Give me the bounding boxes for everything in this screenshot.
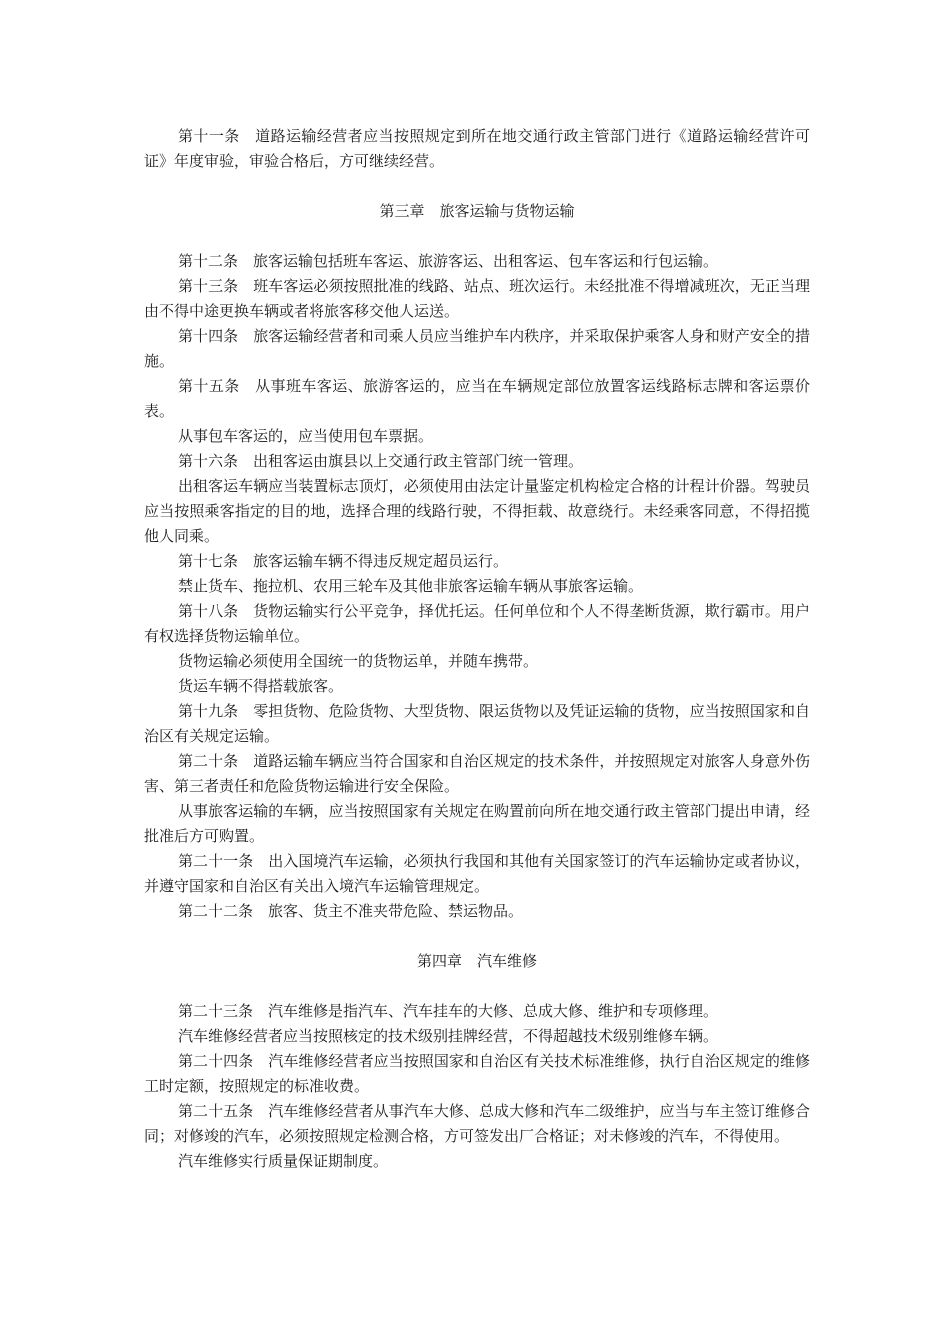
article-25: 第二十五条 汽车维修经营者从事汽车大修、总成大修和汽车二级维护，应当与车主签订维修合同；对修竣的汽车，必须按照规定检测合格，方可签发出厂合格证；对未修竣的汽车，不得使用。 bbox=[144, 1102, 810, 1145]
article-17: 第十七条 旅客运输车辆不得违反规定超员运行。 bbox=[178, 552, 509, 570]
article-18-clause-2: 货物运输必须使用全国统一的货物运单，并随车携带。 bbox=[178, 652, 539, 670]
article-13: 第十三条 班车客运必须按照批准的线路、站点、班次运行。未经批准不得增减班次，无正当理由不得中途更换车辆或者将旅客移交他人运送。 bbox=[144, 277, 810, 320]
article-16-clause-2: 出租客运车辆应当装置标志顶灯，必须使用由法定计量鉴定机构检定合格的计程计价器。驾驶员应当按照乘客指定的目的地，选择合理的线路行驶，不得拒载、故意绕行。未经乘客同意，不得招揽他人同乘。 bbox=[144, 477, 810, 545]
article-20: 第二十条 道路运输车辆应当符合国家和自治区规定的技术条件，并按照规定对旅客人身意外伤害、第三者责任和危险货物运输进行安全保险。 bbox=[144, 752, 810, 795]
article-15-clause-2: 从事包车客运的，应当使用包车票据。 bbox=[178, 427, 434, 445]
article-15: 第十五条 从事班车客运、旅游客运的，应当在车辆规定部位放置客运线路标志牌和客运票价表。 bbox=[144, 377, 810, 420]
document-body bbox=[144, 124, 810, 1174]
article-17-clause-2: 禁止货车、拖拉机、农用三轮车及其他非旅客运输车辆从事旅客运输。 bbox=[178, 577, 644, 595]
article-24: 第二十四条 汽车维修经营者应当按照国家和自治区有关技术标准维修，执行自治区规定的维修工时定额，按照规定的标准收费。 bbox=[144, 1052, 810, 1095]
article-14: 第十四条 旅客运输经营者和司乘人员应当维护车内秩序，并采取保护乘客人身和财产安全的措施。 bbox=[144, 327, 810, 370]
article-12: 第十二条 旅客运输包括班车客运、旅游客运、出租客运、包车客运和行包运输。 bbox=[178, 252, 719, 270]
article-16: 第十六条 出租客运由旗县以上交通行政主管部门统一管理。 bbox=[178, 452, 584, 470]
chapter-3-heading: 第三章 旅客运输与货物运输 bbox=[379, 202, 575, 220]
article-21: 第二十一条 出入国境汽车运输，必须执行我国和其他有关国家签订的汽车运输协定或者协议，并遵守国家和自治区有关出入境汽车运输管理规定。 bbox=[144, 852, 810, 895]
article-18-clause-3: 货运车辆不得搭载旅客。 bbox=[178, 677, 344, 695]
article-23: 第二十三条 汽车维修是指汽车、汽车挂车的大修、总成大修、维护和专项修理。 bbox=[178, 1002, 719, 1020]
article-11: 第十一条 道路运输经营者应当按照规定到所在地交通行政主管部门进行《道路运输经营许可证》年度审验，审验合格后，方可继续经营。 bbox=[144, 127, 810, 170]
chapter-4-heading: 第四章 汽车维修 bbox=[416, 952, 537, 970]
article-18: 第十八条 货物运输实行公平竞争，择优托运。任何单位和个人不得垄断货源，欺行霸市。用户有权选择货物运输单位。 bbox=[144, 602, 810, 645]
article-20-clause-2: 从事旅客运输的车辆，应当按照国家有关规定在购置前向所在地交通行政主管部门提出申请，经批准后方可购置。 bbox=[144, 802, 810, 845]
article-23-clause-2: 汽车维修经营者应当按照核定的技术级别挂牌经营，不得超越技术级别维修车辆。 bbox=[178, 1027, 719, 1045]
article-19: 第十九条 零担货物、危险货物、大型货物、限运货物以及凭证运输的货物，应当按照国家和自治区有关规定运输。 bbox=[144, 702, 810, 745]
article-22: 第二十二条 旅客、货主不准夹带危险、禁运物品。 bbox=[178, 902, 524, 920]
article-25-clause-2: 汽车维修实行质量保证期制度。 bbox=[178, 1152, 389, 1170]
